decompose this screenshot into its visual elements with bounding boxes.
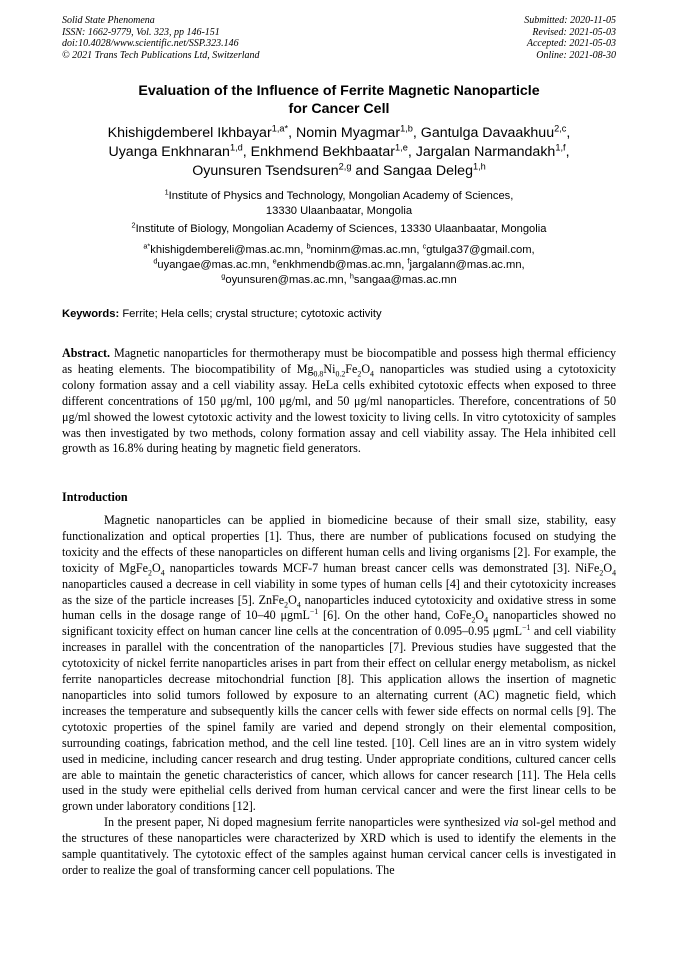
title-line-2: for Cancer Cell (288, 101, 390, 117)
paragraph-text: sol-gel method and the structures of these nanoparticles were characterized by XRD which is used to identify the elements in the sample quantitatively. The cytotoxic effect of the samples against human cervical cancer cells is investigated in order to realize the goal of transforming cancer cell populations. The (62, 815, 616, 877)
superscript: −1 (309, 607, 319, 617)
paragraph-text: nanoparticles caused a decrease in cell viability in some types of human cells [4] and their cytotoxicity increases as the size of the particle increases [5]. ZnFe (62, 576, 616, 607)
author-separator: , (566, 125, 571, 141)
subscript: 0.2 (335, 369, 346, 379)
paper-title (62, 82, 616, 118)
subscript: 4 (370, 369, 374, 379)
abstract-text: O (361, 361, 371, 376)
subscript: 4 (612, 568, 616, 578)
email-address: gtulga37@gmail.com (426, 244, 532, 256)
email-address: jargalann@mas.ac.mn (409, 259, 522, 271)
affiliation-line: 13330 Ulaanbaatar, Mongolia (265, 205, 413, 217)
author-name: Nomin Myagmar (295, 125, 401, 141)
author-separator: , (565, 144, 570, 160)
accepted-date: Accepted: 2021-05-03 (526, 38, 616, 49)
subscript: 2 (357, 369, 362, 379)
author-separator: , (288, 125, 296, 141)
email-mark: a* (143, 241, 151, 251)
paragraph (62, 513, 616, 815)
doi: doi:10.4028/www.scientific.net/SSP.323.146 (62, 38, 239, 49)
email-separator: , (416, 244, 423, 256)
paragraph-text: nanoparticles induced cytotoxicity and oxidative stress in some human cells in the dosage range of 10–40 μgmL (62, 592, 616, 623)
paragraph-text: and cell viability increases in parallel with the concentration of the nanoparticles [7]. Previous studies have suggested that the cytotoxicity of nickel ferrite nanoparticles arises in part from their effect on cellular energy metabolism, as nickel ferrite nanoparticles decrease mitochondrial function [8]. This application allows the insertion of magnetic nanoparticles into solid tumors followed by exposure to an alternating current (AC) magnetic field, which increases the temperature and subsequently kills the cancer cells with fewer side effects on normal cells [9]. The cytotoxic properties of the spinel family are varied and depend strongly on their elemental composition, surrounding coatings, fabrication method, and the cell line tested. [10]. Cell lines are an in vitro system widely used in medicine, including cancer research and drug testing. Under appropriate conditions, cultured cancer cells are able to maintain the genetic characteristics of cancer, which allows for cancer research [11]. The Hela cells used in the study were epithelial cells derived from human cervical cancer and were the first linear cells to be grown under laboratory conditions [12]. (62, 624, 616, 814)
affiliation-1 (62, 189, 616, 219)
copyright: © 2021 Trans Tech Publications Ltd, Switzerland (62, 49, 260, 61)
paragraph-text: nanoparticles towards MCF-7 human breast cancer cells was demonstrated [3]. NiFe (164, 560, 600, 575)
author-name: Sangaa Deleg (383, 163, 473, 179)
italic-text: via (503, 815, 519, 830)
paragraph-text: nanoparticles showed no significant toxicity effect on human cancer line cells at the concentration of 0.095–0.95 μgmL (62, 608, 616, 639)
email-address: sangaa@mas.ac.mn (353, 274, 457, 286)
email-separator: , (521, 259, 525, 271)
journal-header-right (524, 15, 616, 61)
author-name: Gantulga Davaakhuu (420, 125, 555, 141)
keywords-text: Ferrite; Hela cells; crystal structure; cytotoxic activity (122, 308, 382, 320)
author-separator: and (351, 163, 384, 179)
email-mark: d (153, 256, 158, 266)
author-affiliation-mark: 2,c (554, 123, 567, 134)
affiliation-line: Institute of Physics and Technology, Mongolian Academy of Sciences, (168, 190, 514, 202)
author-separator: , (412, 125, 421, 141)
journal-name: Solid State Phenomena (62, 15, 155, 26)
email-address: oyunsuren@mas.ac.mn (225, 274, 344, 286)
author-affiliation-mark: 1,f (555, 142, 566, 153)
paragraph-text: O (288, 592, 297, 607)
revised-date: Revised: 2021-05-03 (532, 26, 616, 38)
author-affiliation-mark: 1,e (395, 142, 408, 153)
paragraph-text: Magnetic nanoparticles can be applied in biomedicine because of their small size, stability, easy functionalization and optical properties [1]. Thus, there are number of publications focused on studying the toxicity and the effects of these nanoparticles on different human cells and living organisms [2]. For example, the toxicity of MgFe (62, 513, 616, 575)
affiliation-line: Institute of Biology, Mongolian Academy of Sciences, 13330 Ulaanbaatar, Mongolia (135, 223, 547, 235)
affiliation-mark: 2 (131, 220, 136, 230)
email-list (62, 243, 616, 288)
author-name: Uyanga Enkhnaran (108, 144, 230, 160)
affiliation-2 (62, 222, 616, 237)
subscript: 4 (296, 599, 301, 609)
keywords (62, 307, 616, 322)
email-separator: , (343, 274, 350, 286)
abstract-text: Magnetic nanoparticles for thermotherapy must be biocompatible and possess high thermal efficiency as heating elements. The biocompatibility of Mg (62, 346, 616, 376)
abstract (62, 346, 616, 457)
email-address: khishigdembereli@mas.ac.mn (150, 244, 301, 256)
subscript: 2 (148, 568, 152, 578)
abstract-text: Fe (345, 361, 358, 376)
section-heading-introduction: Introduction (62, 490, 128, 504)
author-name: Oyunsuren Tsendsuren (192, 163, 339, 179)
title-line-1: Evaluation of the Influence of Ferrite Magnetic Nanoparticle (138, 83, 540, 99)
email-address: nominm@mas.ac.mn (310, 244, 417, 256)
email-mark: b (306, 241, 311, 251)
author-affiliation-mark: 1,d (229, 142, 243, 153)
email-separator: , (401, 259, 408, 271)
author-affiliation-mark: 1,b (400, 123, 413, 134)
subscript: 2 (471, 615, 476, 625)
paragraph-text: In the present paper, Ni doped magnesium ferrite nanoparticles were synthesized (104, 815, 504, 830)
subscript: 2 (284, 599, 289, 609)
author-affiliation-mark: 2,g (338, 161, 352, 172)
subscript: 4 (160, 568, 165, 578)
email-separator: , (300, 244, 307, 256)
email-separator: , (531, 244, 535, 256)
introduction-body (62, 513, 616, 879)
keywords-label: Keywords: (62, 308, 120, 320)
affiliation-mark: 1 (164, 187, 169, 197)
subscript: 2 (599, 568, 604, 578)
author-name: Jargalan Narmandakh (415, 144, 556, 160)
email-separator: , (266, 259, 273, 271)
paragraph-text: O (475, 608, 485, 623)
email-address: enkhmendb@mas.ac.mn (276, 259, 402, 271)
author-separator: , (407, 144, 416, 160)
online-date: Online: 2021-08-30 (536, 49, 616, 61)
author-affiliation-mark: 1,h (472, 161, 486, 172)
journal-header-left (62, 15, 260, 61)
abstract-text: Ni (323, 361, 336, 376)
email-address: uyangae@mas.ac.mn (157, 259, 267, 271)
subscript: 0.8 (313, 369, 324, 379)
email-mark: h (349, 271, 354, 281)
author-separator: , (242, 144, 251, 160)
email-mark: c (422, 241, 427, 251)
author-name: Enkhmend Bekhbaatar (250, 144, 395, 160)
paragraph-text: O (151, 560, 161, 575)
author-list (62, 124, 616, 181)
paragraph-text: [6]. On the other hand, CoFe (318, 608, 472, 623)
subscript: 4 (484, 615, 489, 625)
paragraph-text: O (603, 560, 613, 575)
paragraph (62, 815, 616, 879)
issn-volume: ISSN: 1662-9779, Vol. 323, pp 146-151 (62, 26, 220, 38)
author-affiliation-mark: 1,a* (271, 123, 289, 134)
email-mark: g (221, 271, 226, 281)
submitted-date: Submitted: 2020-11-05 (524, 15, 616, 26)
abstract-text: nanoparticles was studied using a cytotoxicity colony formation assay and a cell viability assay. HeLa cells exhibited cytotoxic effects when exposed to three different concentrations of 150 μg/ml, 100 μg/ml, and 50 μg/ml nanoparticles. Therefore, concentrations of 50 μg/ml showed the lowest cytotoxic activity and the lowest toxicity to living cells. In vitro cytotoxicity of samples was then investigated by two methods, colony formation assay and cell viability assay. The Hela inhibited cell growth as 16.8% during heating by magnetic field generators. (62, 361, 616, 456)
email-mark: e (272, 256, 277, 266)
author-name: Khishigdemberel Ikhbayar (107, 125, 272, 141)
email-mark: f (407, 256, 410, 266)
superscript: −1 (522, 623, 531, 633)
abstract-label: Abstract. (62, 346, 111, 360)
